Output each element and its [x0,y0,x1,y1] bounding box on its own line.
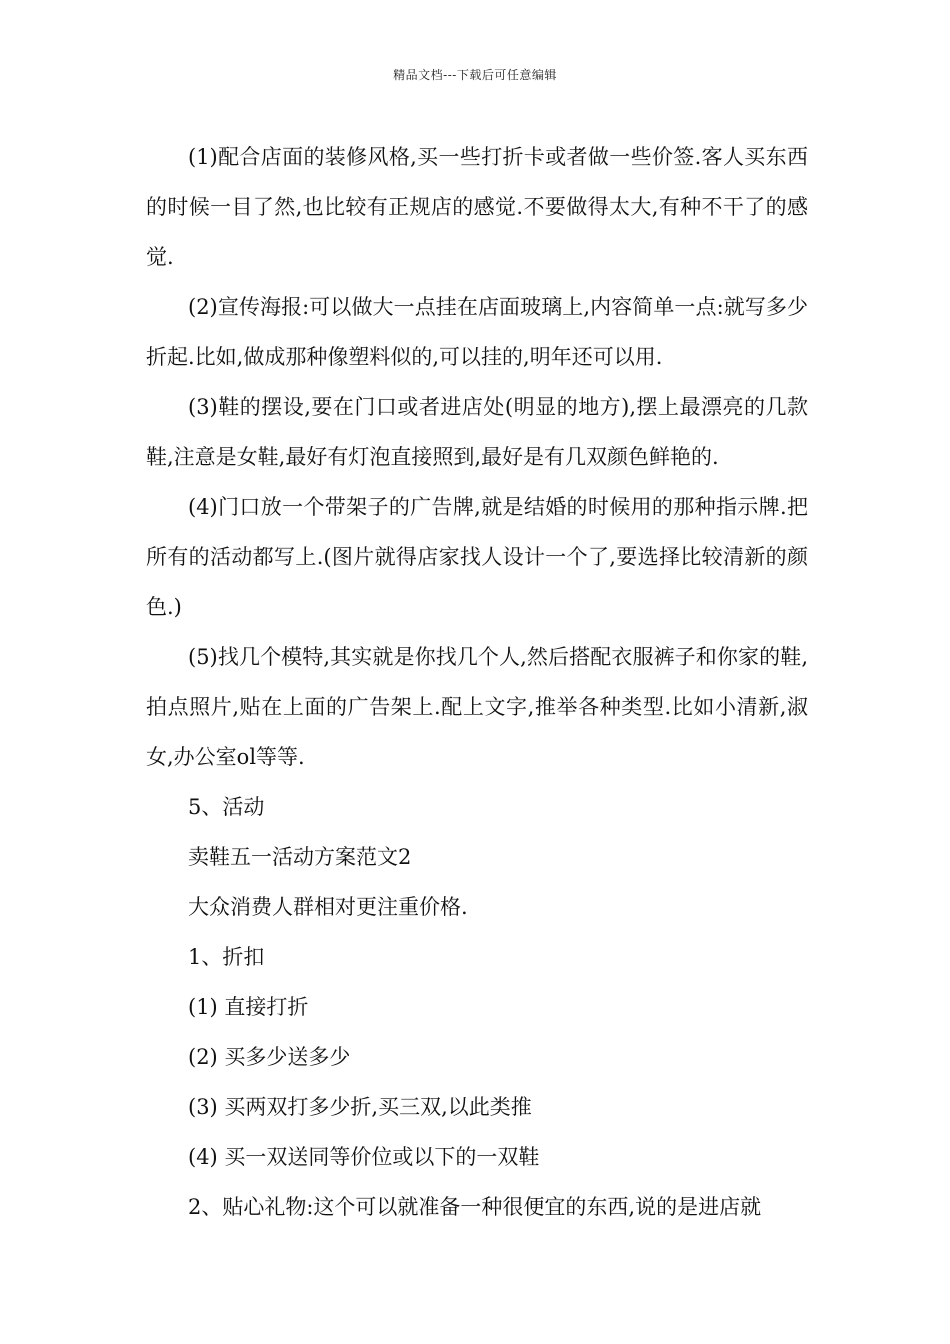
intro-line: 大众消费人群相对更注重价格. [188,895,468,919]
paragraph-item-4: (4)门口放一个带架子的广告牌,就是结婚的时候用的那种指示牌.把所有的活动都写上.(图片就得店家找人设计一个了,要选择比较清新的颜色.) [146,495,808,619]
page-header: 精品文档---下载后可任意编辑 [393,68,557,82]
list-item-pair-discount: (3) 买两双打多少折,买三双,以此类推 [188,1095,532,1119]
paragraph-item-1: (1)配合店面的装修风格,买一些打折卡或者做一些价签.客人买东西的时候一目了然,也比较有正规店的感觉.不要做得太大,有种不干了的感觉. [146,145,808,269]
section-heading-gift: 2、贴心礼物:这个可以就准备一种很便宜的东西,说的是进店就 [188,1195,762,1219]
section-heading-discount: 1、折扣 [188,945,265,969]
paragraph-item-3: (3)鞋的摆设,要在门口或者进店处(明显的地方),摆上最漂亮的几款鞋,注意是女鞋,最好有灯泡直接照到,最好是有几双颜色鲜艳的. [146,395,808,469]
document-body [146,132,808,1232]
paragraph-item-5: (5)找几个模特,其实就是你找几个人,然后搭配衣服裤子和你家的鞋,拍点照片,贴在上面的广告架上.配上文字,推举各种类型.比如小清新,淑女,办公室ol等等. [146,645,808,769]
list-item-direct-discount: (1) 直接打折 [188,995,309,1019]
list-item-buy-get: (2) 买多少送多少 [188,1045,351,1069]
paragraph-item-2: (2)宣传海报:可以做大一点挂在店面玻璃上,内容简单一点:就写多少折起.比如,做成那种像塑料似的,可以挂的,明年还可以用. [146,295,808,369]
list-item-free-pair: (4) 买一双送同等价位或以下的一双鞋 [188,1145,540,1169]
section-heading-activity: 5、活动 [188,795,265,819]
section-title-plan-2: 卖鞋五一活动方案范文2 [188,845,412,869]
